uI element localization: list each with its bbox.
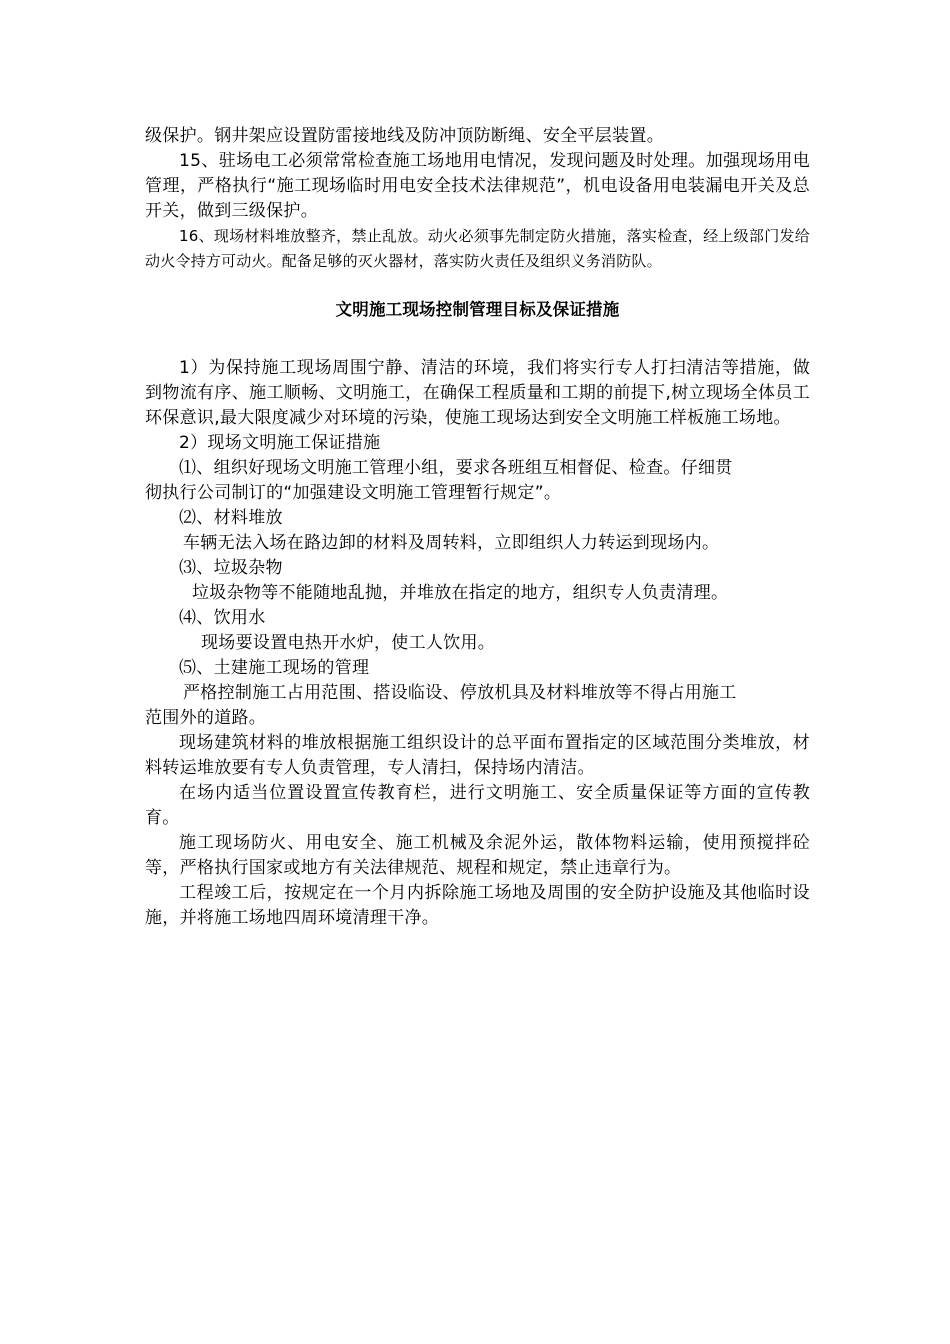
subitem-3-title: ⑶、垃圾杂物 bbox=[179, 558, 283, 578]
paragraph-completion-cleanup: 工程竣工后，按规定在一个月内拆除施工场地及周围的安全防护设施及其他临时设施，并将施工场地四周环境清理干净。 bbox=[145, 883, 810, 928]
subitem-2-title: ⑵、材料堆放 bbox=[179, 508, 283, 528]
paragraph-item-1: 1）为保持施工现场周围宁静、清洁的环境，我们将实行专人打扫清洁等措施，做到物流有序、施工顺畅、文明施工，在确保工程质量和工期的前提下,树立现场全体员工环保意识,最大限度减少对环境的污染，使施工现场达到安全文明施工样板施工场地。 bbox=[145, 358, 810, 428]
subitem-1-first-line: ⑴、组织好现场文明施工管理小组，要求各班组互相督促、检查。仔细贯 bbox=[179, 458, 733, 478]
paragraph-occupy-range-first: 严格控制施工占用范围、搭设临设、停放机具及材料堆放等不得占用施工 bbox=[183, 683, 737, 703]
paragraph-occupy-range-rest: 范围外的道路。 bbox=[145, 708, 267, 728]
paragraph-item-16: 16、现场材料堆放整齐，禁止乱放。动火必须事先制定防火措施，落实检查，经上级部门发给动火令持方可动火。配备足够的灭火器材，落实防火责任及组织义务消防队。 bbox=[145, 227, 810, 270]
subitem-2-text: 车辆无法入场在路边卸的材料及周转料，立即组织人力转运到现场内。 bbox=[183, 533, 720, 553]
paragraph-item-15: 15、驻场电工必须常常检查施工场地用电情况，发现问题及时处理。加强现场用电管理，严格执行“施工现场临时用电安全技术法律规范”，机电设备用电装漏电开关及总开关，做到三级保护。 bbox=[145, 151, 810, 221]
paragraph-material-stacking: 现场建筑材料的堆放根据施工组织设计的总平面布置指定的区域范围分类堆放，材料转运堆放要有专人负责管理，专人清扫，保持场内清洁。 bbox=[145, 733, 810, 778]
subitem-4-text: 现场要设置电热开水炉，使工人饮用。 bbox=[201, 633, 496, 653]
subitem-4-title: ⑷、饮用水 bbox=[179, 608, 266, 628]
section-title: 文明施工现场控制管理目标及保证措施 bbox=[335, 300, 620, 319]
subitem-5-title: ⑸、土建施工现场的管理 bbox=[179, 658, 370, 678]
document-page bbox=[145, 124, 810, 931]
subitem-1-continuation: 彻执行公司制订的“加强建设文明施工管理暂行规定”。 bbox=[145, 483, 562, 503]
paragraph-publicity-board: 在场内适当位置设置宣传教育栏，进行文明施工、安全质量保证等方面的宣传教育。 bbox=[145, 783, 810, 828]
paragraph-item-2: 2）现场文明施工保证措施 bbox=[179, 433, 381, 453]
paragraph-fire-safety: 施工现场防火、用电安全、施工机械及余泥外运，散体物料运输，使用预搅拌砼等，严格执行国家或地方有关法律规范、规程和规定，禁止违章行为。 bbox=[145, 833, 810, 878]
paragraph-lightning-protection: 级保护。钢井架应设置防雷接地线及防冲顶防断绳、安全平层装置。 bbox=[145, 126, 664, 146]
subitem-3-text: 垃圾杂物等不能随地乱抛，并堆放在指定的地方，组织专人负责清理。 bbox=[192, 583, 729, 603]
